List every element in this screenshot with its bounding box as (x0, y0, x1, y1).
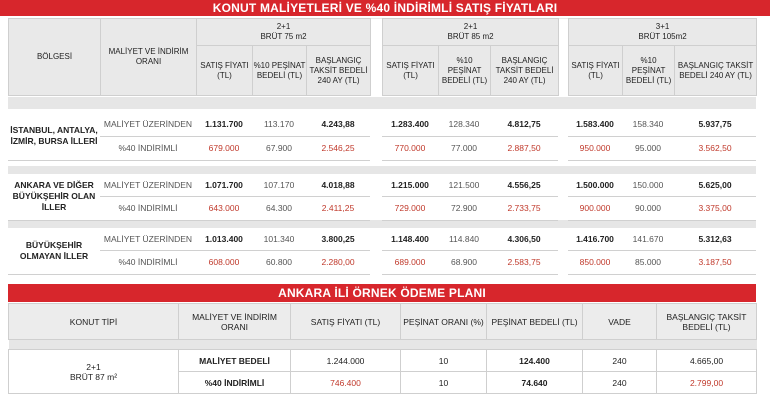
price-cell: 1.215.000 (382, 174, 438, 196)
price-cell: 4.812,75 (490, 112, 558, 136)
price-cell: 141.670 (622, 228, 674, 250)
price-cell: 770.000 (382, 136, 438, 160)
row-label: MALİYET ÜZERİNDEN (100, 112, 196, 136)
plan-header: VADE (583, 304, 657, 340)
price-cell: 60.800 (252, 250, 306, 274)
col-header: SATIŞ FİYATI (TL) (383, 46, 439, 96)
price-cell: 2.733,75 (490, 196, 558, 220)
col-header: BAŞLANGIÇ TAKSİT BEDELİ 240 AY (TL) (491, 46, 559, 96)
price-cell: 68.900 (438, 250, 490, 274)
region-name: İSTANBUL, ANTALYA, İZMİR, BURSA İLLERİ (8, 112, 100, 160)
col-header: BAŞLANGIÇ TAKSİT BEDELİ 240 AY (TL) (675, 46, 757, 96)
plan-price: 1.244.000 (291, 350, 401, 372)
price-cell: 90.000 (622, 196, 674, 220)
plan-down: 124.400 (487, 350, 583, 372)
row-label: MALİYET ÜZERİNDEN (100, 228, 196, 250)
plan-inst: 4.665,00 (657, 350, 757, 372)
plan-down: 74.640 (487, 372, 583, 394)
price-cell: 5.937,75 (674, 112, 756, 136)
col-header: SATIŞ FİYATI (TL) (197, 46, 253, 96)
region-block (8, 228, 756, 275)
price-cell: 1.071.700 (196, 174, 252, 196)
separator (8, 166, 756, 174)
plan-header: MALİYET VE İNDİRİM ORANI (179, 304, 291, 340)
group-header-3: 3+1 BRÜT 105m2 (569, 19, 757, 46)
price-cell: 3.375,00 (674, 196, 756, 220)
price-cell: 128.340 (438, 112, 490, 136)
price-cell: 67.900 (252, 136, 306, 160)
price-cell: 679.000 (196, 136, 252, 160)
price-cell: 3.187,50 (674, 250, 756, 274)
region-block (8, 112, 756, 161)
row-label: %40 İNDİRİMLİ (100, 250, 196, 274)
col-header: %10 PEŞİNAT BEDELİ (TL) (623, 46, 675, 96)
price-cell: 4.243,88 (306, 112, 370, 136)
price-cell: 107.170 (252, 174, 306, 196)
page-title: KONUT MALİYETLERİ VE %40 İNDİRİMLİ SATIŞ FİYATLARI (0, 0, 770, 16)
price-cell: 5.312,63 (674, 228, 756, 250)
price-cell: 77.000 (438, 136, 490, 160)
price-cell: 72.900 (438, 196, 490, 220)
plan-header: BAŞLANGIÇ TAKSİT BEDELİ (TL) (657, 304, 757, 340)
col-header: BAŞLANGIÇ TAKSİT BEDELİ 240 AY (TL) (307, 46, 371, 96)
region-header: BÖLGESİ (9, 19, 101, 96)
price-cell: 150.000 (622, 174, 674, 196)
plan-price: 746.400 (291, 372, 401, 394)
price-cell: 4.556,25 (490, 174, 558, 196)
price-cell: 4.018,88 (306, 174, 370, 196)
region-name: BÜYÜKŞEHİR OLMAYAN İLLER (8, 228, 100, 274)
price-cell: 3.562,50 (674, 136, 756, 160)
group-header-2: 2+1 BRÜT 85 m2 (383, 19, 559, 46)
plan-rate: 10 (401, 350, 487, 372)
price-cell: 1.148.400 (382, 228, 438, 250)
price-cell: 608.000 (196, 250, 252, 274)
payment-plan-table (8, 303, 757, 394)
price-cell: 689.000 (382, 250, 438, 274)
price-cell: 1.283.400 (382, 112, 438, 136)
cost-header: MALİYET VE İNDİRİM ORANI (101, 19, 197, 96)
price-cell: 4.306,50 (490, 228, 558, 250)
group-header-1: 2+1 BRÜT 75 m2 (197, 19, 371, 46)
price-cell: 1.500.000 (568, 174, 622, 196)
price-cell: 1.416.700 (568, 228, 622, 250)
price-cell: 1.131.700 (196, 112, 252, 136)
price-table-header (8, 18, 757, 96)
plan-header: SATIŞ FİYATI (TL) (291, 304, 401, 340)
plan-term: 240 (583, 350, 657, 372)
price-cell: 1.583.400 (568, 112, 622, 136)
plan-inst: 2.799,00 (657, 372, 757, 394)
region-block (8, 174, 756, 221)
plan-term: 240 (583, 372, 657, 394)
row-label: MALİYET ÜZERİNDEN (100, 174, 196, 196)
price-cell: 850.000 (568, 250, 622, 274)
row-label: %40 İNDİRİMLİ (100, 196, 196, 220)
plan-row-label: MALİYET BEDELİ (179, 350, 291, 372)
plan-row-label: %40 İNDİRİMLİ (179, 372, 291, 394)
price-cell: 2.280,00 (306, 250, 370, 274)
price-cell: 1.013.400 (196, 228, 252, 250)
price-cell: 900.000 (568, 196, 622, 220)
price-cell: 113.170 (252, 112, 306, 136)
col-header: %10 PEŞİNAT BEDELİ (TL) (253, 46, 307, 96)
separator (8, 220, 756, 228)
price-cell: 95.000 (622, 136, 674, 160)
row-label: %40 İNDİRİMLİ (100, 136, 196, 160)
plan-type: 2+1 BRÜT 87 m² (9, 350, 179, 394)
price-cell: 729.000 (382, 196, 438, 220)
price-cell: 643.000 (196, 196, 252, 220)
price-cell: 114.840 (438, 228, 490, 250)
price-cell: 2.411,25 (306, 196, 370, 220)
price-cell: 121.500 (438, 174, 490, 196)
price-cell: 5.625,00 (674, 174, 756, 196)
col-header: %10 PEŞİNAT BEDELİ (TL) (439, 46, 491, 96)
price-cell: 101.340 (252, 228, 306, 250)
separator (8, 97, 756, 109)
plan-rate: 10 (401, 372, 487, 394)
price-cell: 2.546,25 (306, 136, 370, 160)
col-header: SATIŞ FİYATI (TL) (569, 46, 623, 96)
price-cell: 85.000 (622, 250, 674, 274)
plan-header: PEŞİNAT BEDELİ (TL) (487, 304, 583, 340)
plan-header: PEŞİNAT ORANI (%) (401, 304, 487, 340)
plan-header: KONUT TİPİ (9, 304, 179, 340)
price-cell: 158.340 (622, 112, 674, 136)
price-cell: 3.800,25 (306, 228, 370, 250)
region-name: ANKARA VE DİĞER BÜYÜKŞEHİR OLAN İLLER (8, 174, 100, 220)
price-cell: 64.300 (252, 196, 306, 220)
price-cell: 950.000 (568, 136, 622, 160)
price-cell: 2.887,50 (490, 136, 558, 160)
plan-title: ANKARA İLİ ÖRNEK ÖDEME PLANI (8, 284, 756, 302)
price-cell: 2.583,75 (490, 250, 558, 274)
